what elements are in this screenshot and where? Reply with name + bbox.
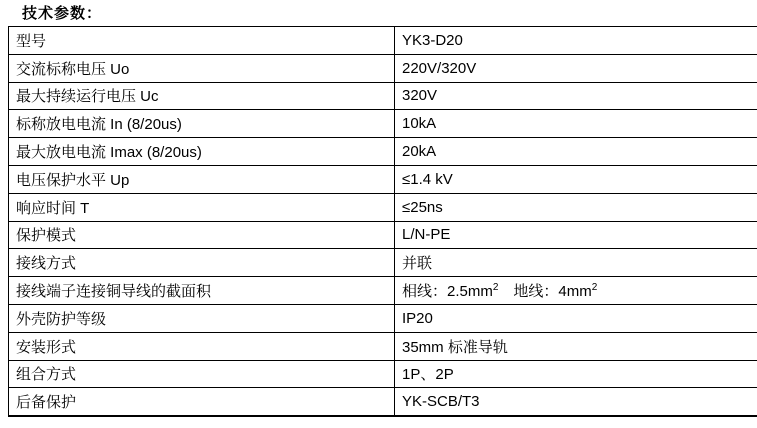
spec-value: ≤25ns bbox=[395, 193, 757, 221]
table-row bbox=[9, 193, 757, 221]
table-row bbox=[9, 82, 757, 110]
table-row bbox=[9, 221, 757, 249]
spec-value: 1P、2P bbox=[395, 360, 757, 388]
table-row bbox=[9, 54, 757, 82]
table-row bbox=[9, 138, 757, 166]
superscript-text: 2 bbox=[492, 282, 499, 294]
spec-label: 最大持续运行电压 Uc bbox=[9, 82, 395, 110]
table-row bbox=[9, 360, 757, 388]
spec-value: 20kA bbox=[395, 138, 757, 166]
spec-value bbox=[395, 277, 757, 305]
spec-value: L/N-PE bbox=[395, 221, 757, 249]
spec-value: YK-SCB/T3 bbox=[395, 388, 757, 416]
spec-table-body bbox=[9, 27, 757, 417]
spec-label: 安装形式 bbox=[9, 332, 395, 360]
spec-label: 交流标称电压 Uo bbox=[9, 54, 395, 82]
spec-label: 保护模式 bbox=[9, 221, 395, 249]
spec-label: 外壳防护等级 bbox=[9, 304, 395, 332]
spec-label: 标称放电电流 In (8/20us) bbox=[9, 110, 395, 138]
table-row bbox=[9, 27, 757, 55]
value-text: 相线：2.5mm bbox=[402, 283, 493, 301]
spec-label: 组合方式 bbox=[9, 360, 395, 388]
table-row bbox=[9, 110, 757, 138]
superscript-text: 2 bbox=[591, 282, 598, 294]
spec-label: 最大放电电流 Imax (8/20us) bbox=[9, 138, 395, 166]
table-row bbox=[9, 304, 757, 332]
page-title: 技术参数： bbox=[22, 5, 103, 22]
table-row bbox=[9, 277, 757, 305]
spec-label: 接线方式 bbox=[9, 249, 395, 277]
value-text: 地线：4mm bbox=[498, 283, 592, 301]
spec-label: 后备保护 bbox=[9, 388, 395, 416]
spec-label: 型号 bbox=[9, 27, 395, 55]
table-row bbox=[9, 332, 757, 360]
table-row bbox=[9, 249, 757, 277]
table-row bbox=[9, 165, 757, 193]
spec-value: ≤1.4 kV bbox=[395, 165, 757, 193]
spec-value: 320V bbox=[395, 82, 757, 110]
spec-label: 接线端子连接铜导线的截面积 bbox=[9, 277, 395, 305]
spec-value: 10kA bbox=[395, 110, 757, 138]
spec-value: 220V/320V bbox=[395, 54, 757, 82]
spec-label: 响应时间 T bbox=[9, 193, 395, 221]
spec-label: 电压保护水平 Up bbox=[9, 165, 395, 193]
table-row bbox=[9, 388, 757, 416]
spec-value: IP20 bbox=[395, 304, 757, 332]
spec-value: YK3-D20 bbox=[395, 27, 757, 55]
spec-value: 35mm 标准导轨 bbox=[395, 332, 757, 360]
spec-value: 并联 bbox=[395, 249, 757, 277]
technical-parameters-table bbox=[8, 26, 757, 417]
